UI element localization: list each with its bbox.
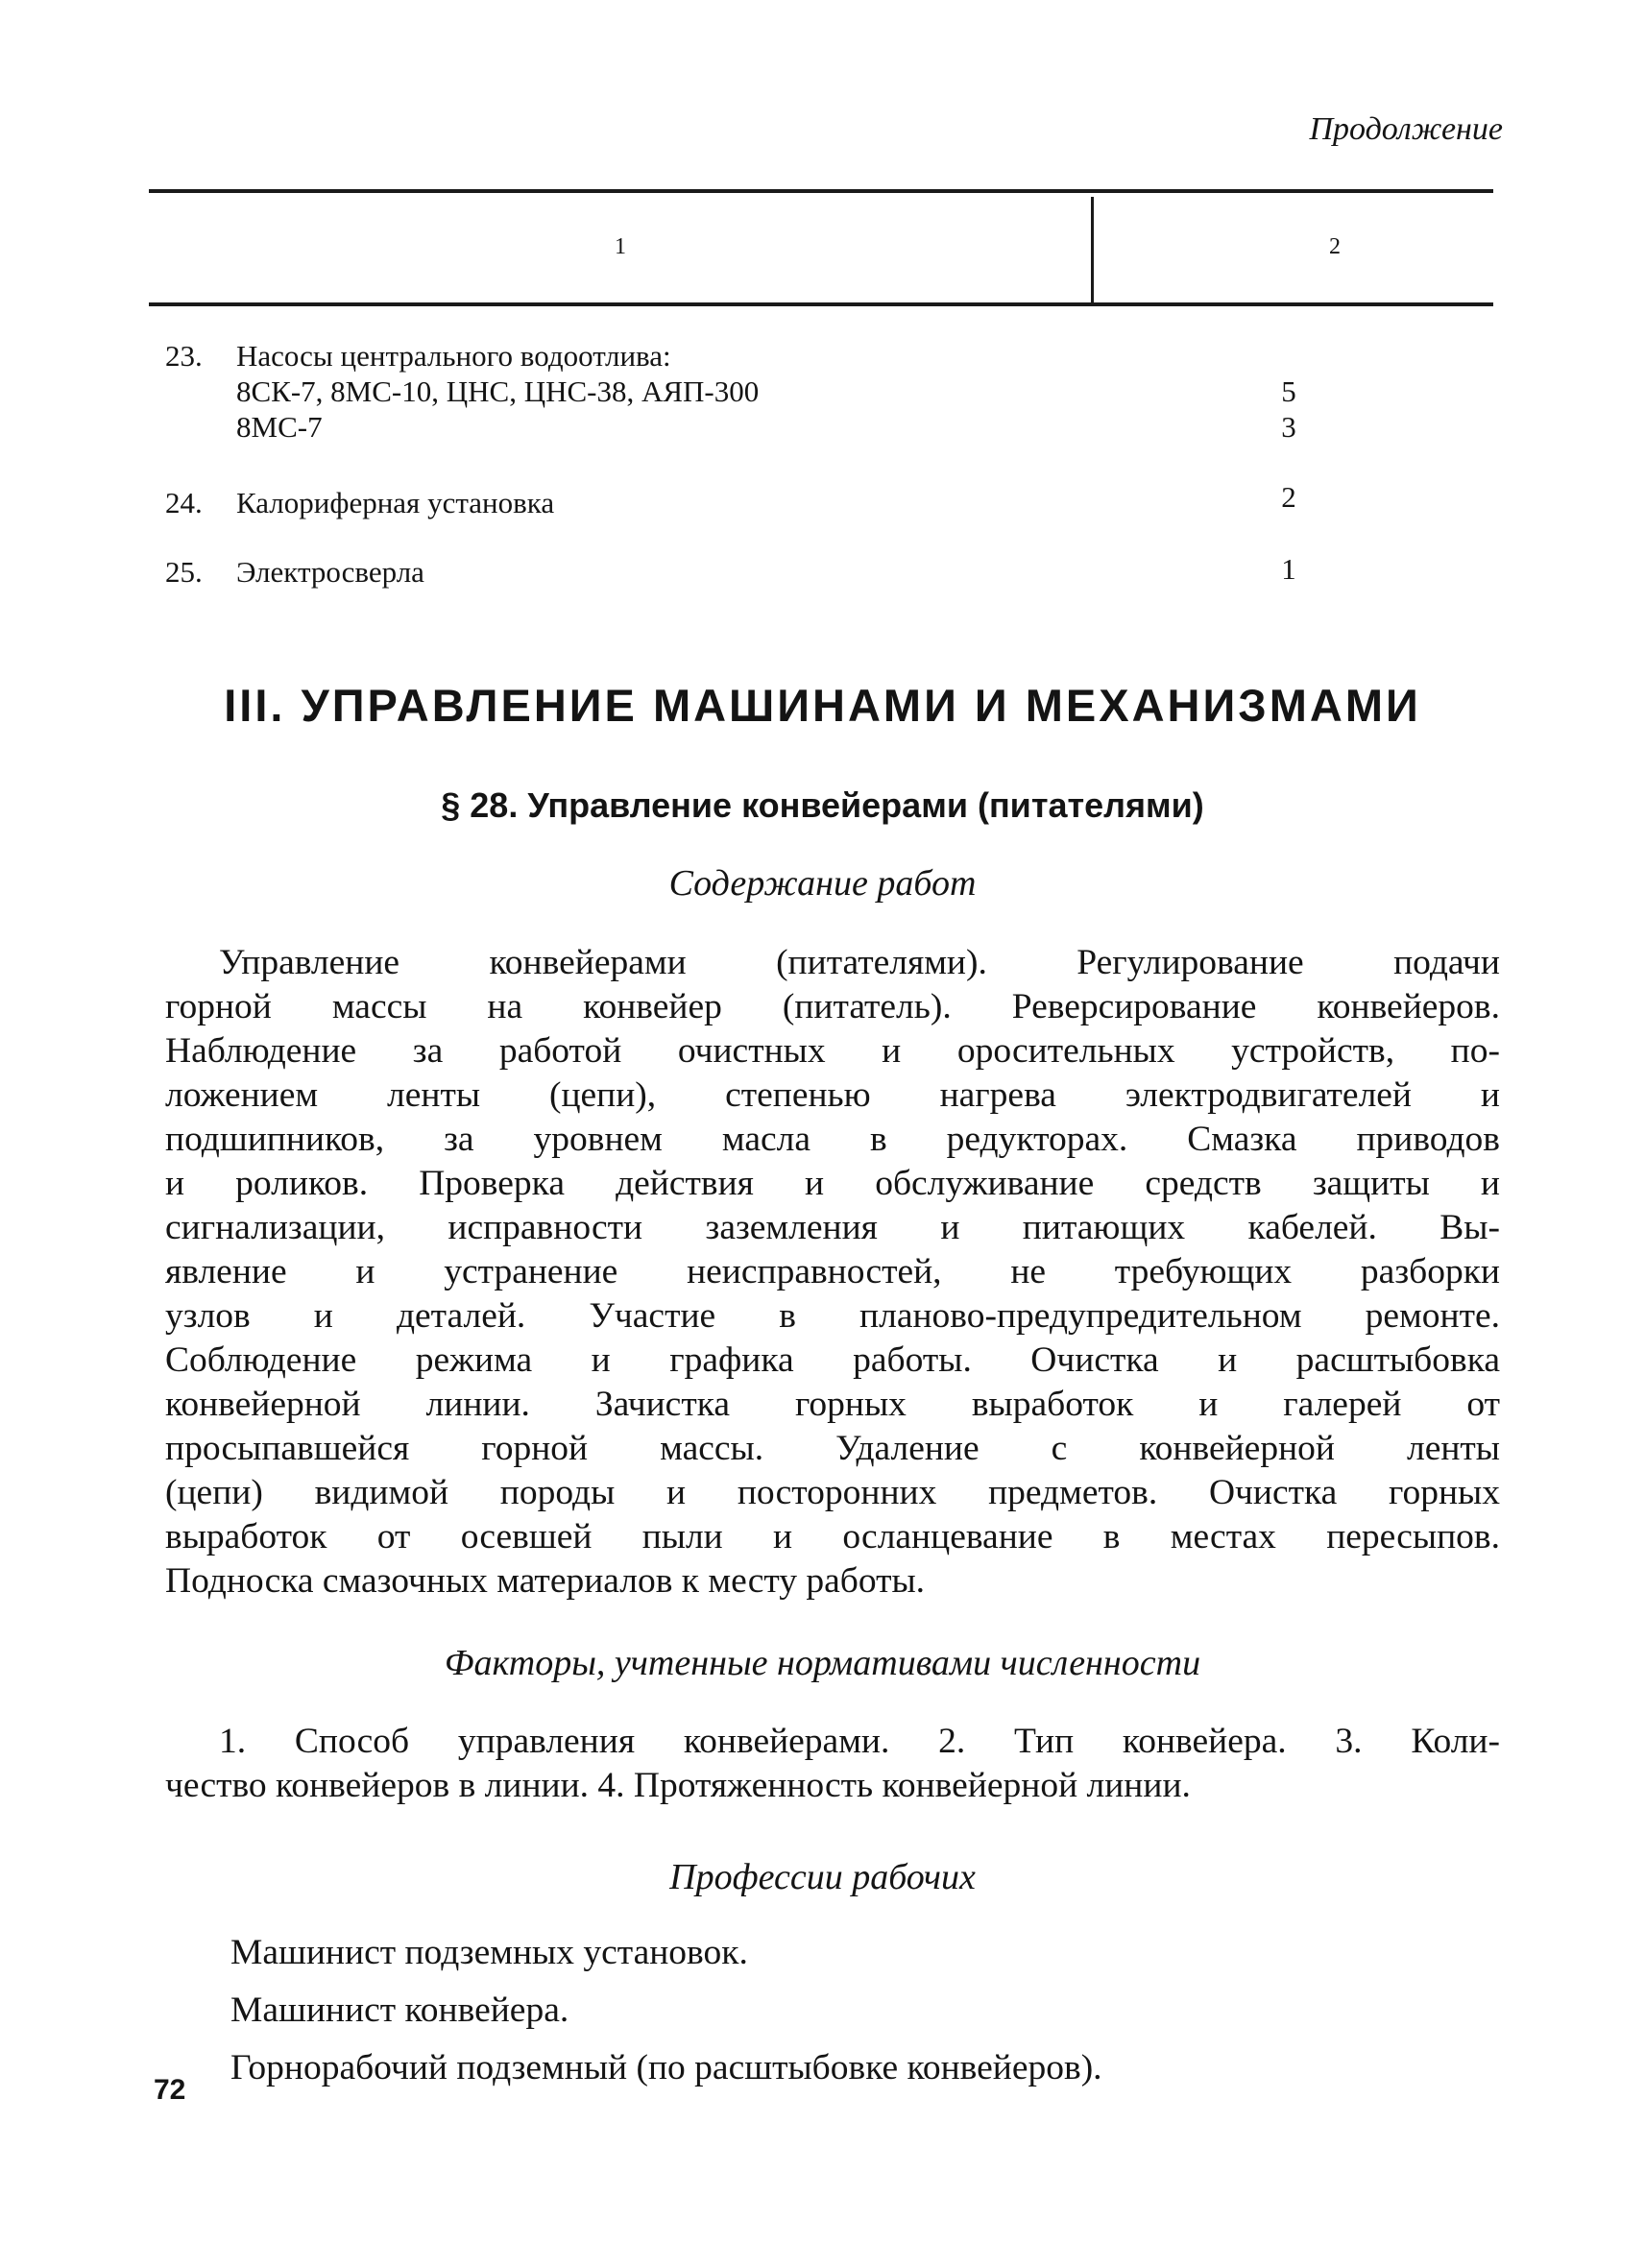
text-line: сигнализации, исправности заземления и питающих кабелей. Вы- (165, 1208, 1500, 1247)
text-line: выработок от осевшей пыли и осланцевание в местах пересыпов. (165, 1517, 1500, 1556)
profession-item: Машинист конвейера. (230, 1991, 569, 2030)
professions-heading: Профессии рабочих (669, 1857, 976, 1897)
factors-heading: Факторы, учтенные нормативами численности (444, 1643, 1201, 1683)
table-top-rule (149, 189, 1493, 193)
row-text: 8МС-7 (236, 410, 323, 444)
row-text: 8СК-7, 8МС-10, ЦНС, ЦНС-38, АЯП-300 (236, 374, 760, 408)
row-text: Насосы центрального водоотлива: (236, 339, 671, 373)
text-line: конвейерной линии. Зачистка горных выработок и галерей от (165, 1385, 1500, 1424)
table-header-rule (149, 302, 1493, 306)
text-line: Подноска смазочных материалов к месту работы. (165, 1561, 926, 1601)
text-line: горной массы на конвейер (питатель). Реверсирование конвейеров. (165, 987, 1500, 1026)
text-line: и роликов. Проверка действия и обслуживание средств защиты и (165, 1164, 1500, 1203)
row-number: 24. (165, 486, 203, 519)
row-text: Электросверла (236, 555, 424, 589)
row-number: 25. (165, 555, 203, 589)
row-value: 5 (1281, 374, 1296, 408)
text-line: Управление конвейерами (питателями). Регулирование подачи (219, 943, 1500, 982)
profession-item: Горнорабочий подземный (по расштыбовке конвейеров). (230, 2048, 1102, 2087)
row-value: 2 (1281, 480, 1296, 514)
factors-text (165, 1720, 1500, 1808)
row-value: 3 (1281, 410, 1296, 444)
text-line: узлов и деталей. Участие в планово-предупредительном ремонте. (165, 1296, 1500, 1336)
paragraph-title: § 28. Управление конвейерами (питателями) (441, 785, 1204, 825)
table-column-header-1: 1 (615, 234, 626, 259)
table-row (165, 554, 1318, 592)
work-content-heading: Содержание работ (668, 863, 977, 904)
table-column-header-2: 2 (1329, 234, 1341, 259)
text-line: чество конвейеров в линии. 4. Протяженность конвейерной линии. (165, 1766, 1191, 1805)
row-value: 1 (1281, 552, 1296, 586)
row-text: Калориферная установка (236, 486, 555, 519)
page-number: 72 (154, 2074, 186, 2106)
table-row (165, 338, 1318, 448)
text-line: ложением ленты (цепи), степенью нагрева электродвигателей и (165, 1075, 1500, 1115)
work-content-text (165, 941, 1500, 1604)
table-row (165, 480, 1318, 523)
text-line: явление и устранение неисправностей, не требующих разборки (165, 1252, 1500, 1291)
text-line: подшипников, за уровнем масла в редукторах. Смазка приводов (165, 1120, 1500, 1159)
section-title: III. УПРАВЛЕНИЕ МАШИНАМИ И МЕХАНИЗМАМИ (224, 680, 1421, 731)
row-number: 23. (165, 339, 203, 373)
text-line: Соблюдение режима и графика работы. Очистка и расштыбовка (165, 1340, 1500, 1380)
continuation-label: Продолжение (1309, 111, 1503, 147)
text-line: Наблюдение за работой очистных и оросительных устройств, по- (165, 1031, 1500, 1071)
table-column-divider (1091, 197, 1094, 302)
text-line: просыпавшейся горной массы. Удаление с конвейерной ленты (165, 1429, 1500, 1468)
profession-item: Машинист подземных установок. (230, 1933, 748, 1972)
text-line: (цепи) видимой породы и посторонних предметов. Очистка горных (165, 1473, 1500, 1512)
text-line: 1. Способ управления конвейерами. 2. Тип конвейера. 3. Коли- (219, 1722, 1500, 1761)
